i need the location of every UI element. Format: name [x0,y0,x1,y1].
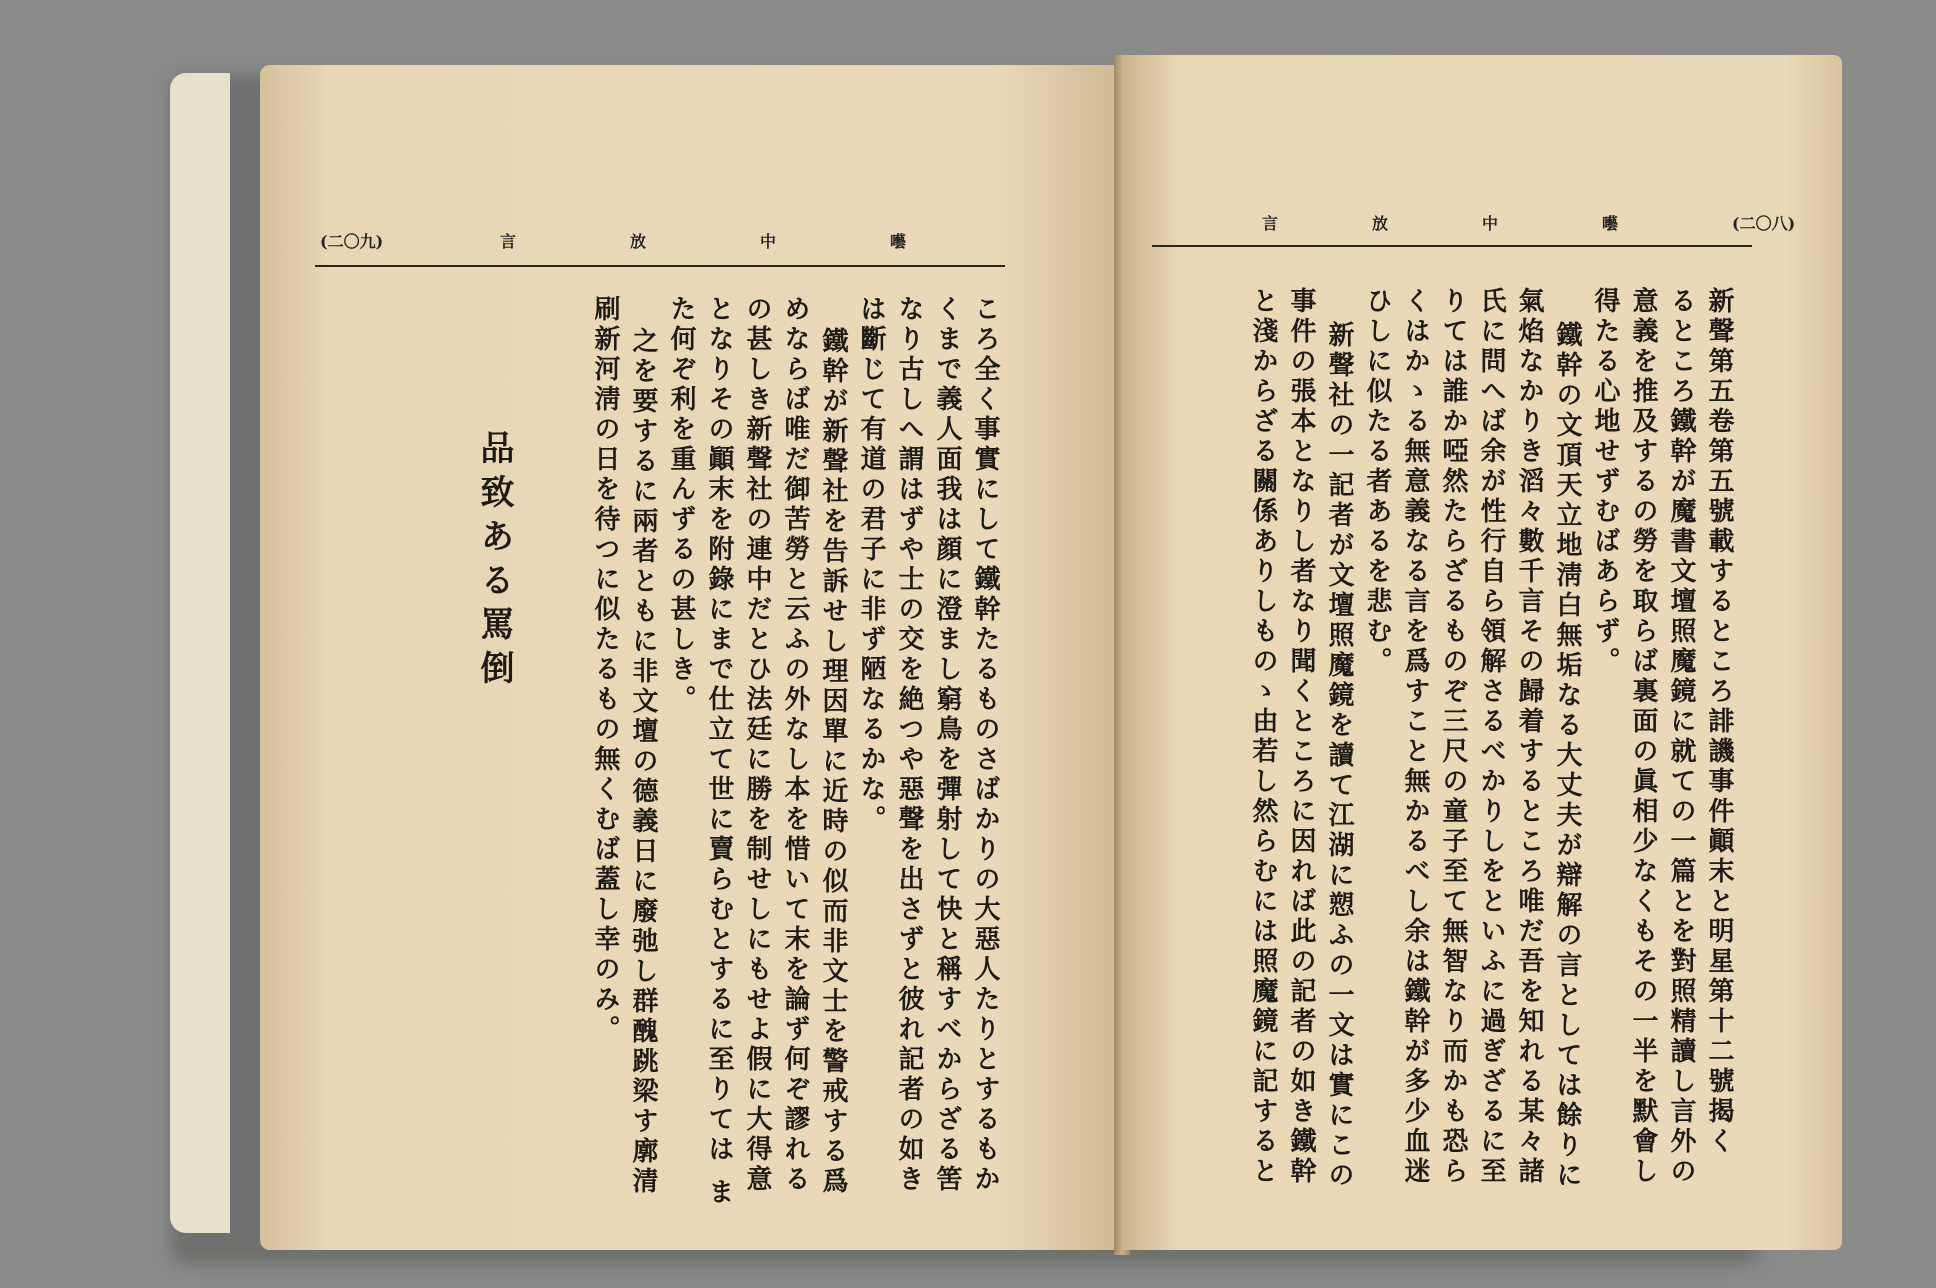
right-col-4: 得たる心地せずむばあらず。 [1590,287,1620,677]
left-page [260,65,1122,1250]
right-col-6: 氣焰なかりき滔々數千言その歸着するところ唯だ吾を知れる某々諸 [1514,287,1544,1187]
left-col-7: の甚しき新聲社の連中だとひ法廷に勝を制せしにもせよ假に大得意 [742,295,772,1195]
right-col-8: りては誰か啞然たらざるものぞ三尺の童子至て無智なり而かも恐ら [1438,287,1468,1187]
left-header-char-4: 囈 [890,231,907,251]
left-page-number: (二〇九) [320,231,384,251]
left-col-9: た何ぞ利を重んずるの甚しき。 [666,295,696,715]
left-col-5: 鐵幹が新聲社を告訴せし理因單に近時の似而非文士を警戒する爲 [818,327,848,1197]
left-header-char-2: 放 [630,231,647,251]
right-col-13: と淺からざる關係ありしものゝ由若し然らむには照魔鏡に記すると [1248,287,1278,1187]
right-col-1: 新聲第五卷第五號載するところ誹譏事件顚末と明星第十二號揭く [1704,287,1734,1157]
left-page-header [320,225,1000,255]
right-col-11: 新聲社の一記者が文壇照魔鏡を讀て江湖に愬ふの一文は實にこの [1324,321,1354,1191]
right-page-header [1262,207,1796,237]
left-col-11: 刷新河淸の日を待つに似たるもの無くむば蓋し幸のみ。 [590,295,620,1045]
left-col-6: めならば唯だ御苦勞と云ふの外なし本を惜いて末を論ず何ぞ謬れる [780,295,810,1195]
left-header-rule [315,265,1005,267]
left-header-char-3: 中 [760,231,777,251]
left-col-1: ころ全く事實にして鐵幹たるものさばかりの大惡人たりとするもか [970,295,1000,1195]
right-col-5: 鐵幹の文頂天立地淸白無垢なる大丈夫が辯解の言としては餘りに [1552,321,1582,1191]
left-header-char-1: 言 [500,231,517,251]
right-page-number: (二〇八) [1732,213,1796,233]
left-col-4: は斷じて有道の君子に非ず陋なるかな。 [856,295,886,835]
left-col-8: となりその顚末を附錄にまで仕立て世に賣らむとするに至りては ま [704,295,734,1209]
section-title: 品致ある罵倒 [474,430,514,694]
right-header-char-3: 中 [1482,213,1499,233]
left-col-2: くまで義人面我は顔に澄まし窮鳥を彈射して快と稱すべからざる筈 [932,295,962,1195]
right-header-char-4: 囈 [1602,213,1619,233]
book-cover-edge [170,73,230,1233]
left-col-3: なり古しへ謂はずや士の交を絶つや惡聲を出さずと彼れ記者の如き [894,295,924,1195]
right-col-12: 事件の張本となりし者なり聞くところに因れば此の記者の如き鐵幹 [1286,287,1316,1187]
right-header-rule [1152,245,1752,247]
right-col-2: るところ鐵幹が魔書文壇照魔鏡に就ての一篇とを對照精讀し言外の [1666,287,1696,1187]
right-header-char-2: 放 [1372,213,1389,233]
right-header-char-1: 言 [1262,213,1279,233]
right-page [1122,55,1842,1250]
right-col-7: 氏に問へば余が性行自ら領解さるべかりしをといふに過ぎざるに至 [1476,287,1506,1187]
right-col-10: ひしに似たる者あるを悲む。 [1362,287,1392,677]
left-col-10: 之を要するに兩者ともに非文壇の德義日に廢弛し群醜跳梁す廓清 [628,327,658,1197]
right-col-9: くはかゝる無意義なる言を爲すこと無かるべし余は鐵幹が多少血迷 [1400,287,1430,1187]
open-book [170,55,1796,1255]
right-col-3: 意義を推及するの勞を取らば裏面の眞相少なくもその一半を默會し [1628,287,1658,1187]
